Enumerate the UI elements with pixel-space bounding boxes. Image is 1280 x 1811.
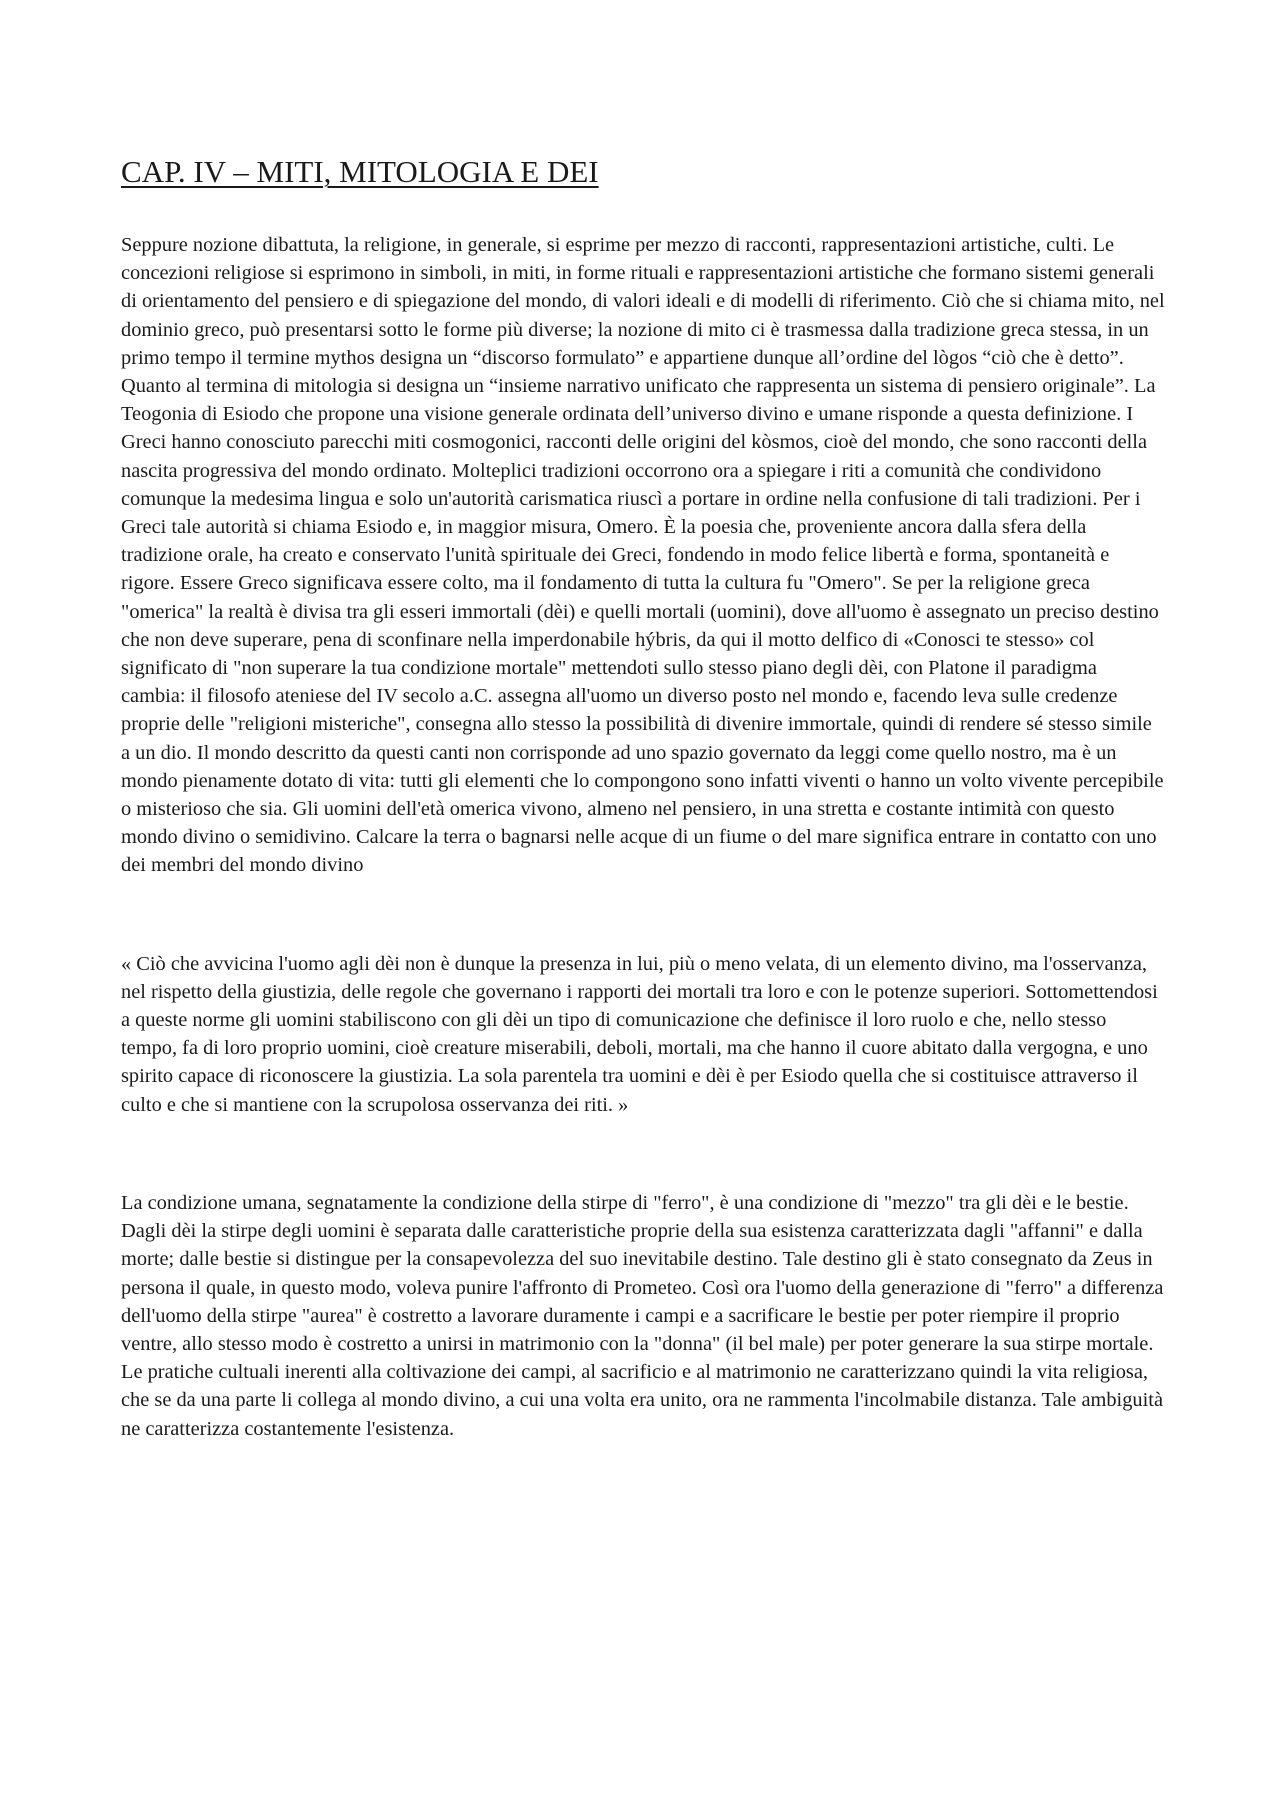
paragraph-intro: Seppure nozione dibattuta, la religione, in generale, si esprime per mezzo di racconti, rappresentazioni artistiche, culti. Le concezioni religiose si esprimono in simboli, in miti, in forme rituali e rappresentazioni artistiche che formano sistemi generali di orientamento del pensiero e di spiegazione del mondo, di valori ideali e di modelli di riferimento. Ciò che si chiama mito, nel dominio greco, può presentarsi sotto le forme più diverse; la nozione di mito ci è trasmessa dalla tradizione greca stessa, in un primo tempo il termine mythos designa un “discorso formulato” e appartiene dunque all’ordine del lògos “ciò che è detto”. Quanto al termina di mitologia si designa un “insieme narrativo unificato che rappresenta un sistema di pensiero originale”. La Teogonia di Esiodo che propone una visione generale ordinata dell’universo divino e umane risponde a questa definizione. I Greci hanno conosciuto parecchi miti cosmogonici, racconti delle origini del kòsmos, cioè del mondo, che sono racconti della nascita progressiva del mondo ordinato. Molteplici tradizioni occorrono ora a spiegare i riti a comunità che condividono comunque la medesima lingua e solo un'autorità carismatica riuscì a portare in ordine nella confusione di tali tradizioni. Per i Greci tale autorità si chiama Esiodo e, in maggior misura, Omero. È la poesia che, proveniente ancora dalla sfera della tradizione orale, ha creato e conservato l'unità spirituale dei Greci, fondendo in modo felice libertà e forma, spontaneità e rigore. Essere Greco significava essere colto, ma il fondamento di tutta la cultura fu "Omero". Se per la religione greca "omerica" la realtà è divisa tra gli esseri immortali (dèi) e quelli mortali (uomini), dove all'uomo è assegnato un preciso destino che non deve superare, pena di sconfinare nella imperdonabile hýbris, da qui il motto delfico di «Conosci te stesso» col significato di "non superare la tua condizione mortale" mettendoti sullo stesso piano degli dèi, con Platone il paradigma cambia: il filosofo ateniese del IV secolo a.C. assegna all'uomo un diverso posto nel mondo e, facendo leva sulle credenze proprie delle "religioni misteriche", consegna allo stesso la possibilità di divenire immortale, quindi di rendere sé stesso simile a un dio. Il mondo descritto da questi canti non corrisponde ad uno spazio governato da leggi come quello nostro, ma è un mondo pienamente dotato di vita: tutti gli elementi che lo compongono sono infatti viventi o hanno un volto vivente percepibile o misterioso che sia. Gli uomini dell'età omerica vivono, almeno nel pensiero, in una stretta e costante intimità con questo mondo divino o semidivino. Calcare la terra o bagnarsi nelle acque di un fiume o del mare significa entrare in contatto con uno dei membri del mondo divino xyxy=(121,234,1165,877)
document-body xyxy=(121,150,1165,1443)
paragraph-human-condition: La condizione umana, segnatamente la condizione della stirpe di "ferro", è una condizione di "mezzo" tra gli dèi e le bestie. Dagli dèi la stirpe degli uomini è separata dalle caratteristiche proprie della sua esistenza caratterizzata dagli "affanni" e dalla morte; dalle bestie si distingue per la consapevolezza del suo inevitabile destino. Tale destino gli è stato consegnato da Zeus in persona il quale, in questo modo, voleva punire l'affronto di Prometeo. Così ora l'uomo della generazione di "ferro" a differenza dell'uomo della stirpe "aurea" è costretto a lavorare duramente i campi e a sacrificare le bestie per poter riempire il proprio ventre, allo stesso modo è costretto a unirsi in matrimonio con la "donna" (il bel male) per poter generare la sua stirpe mortale. Le pratiche cultuali inerenti alla coltivazione dei campi, al sacrificio e al matrimonio ne caratterizzano quindi la vita religiosa, che se da una parte li collega al mondo divino, a cui una volta era unito, ora ne rammenta l'incolmabile distanza. Tale ambiguità ne caratterizza costantemente l'esistenza. xyxy=(121,1191,1164,1440)
chapter-title: CAP. IV – MITI, MITOLOGIA E DEI xyxy=(121,154,599,189)
paragraph-quote: « Ciò che avvicina l'uomo agli dèi non è dunque la presenza in lui, più o meno velata, di un elemento divino, ma l'osservanza, nel rispetto della giustizia, delle regole che governano i rapporti dei mortali tra loro e con le potenze superiori. Sottomettendosi a queste norme gli uomini stabiliscono con gli dèi un tipo di comunicazione che definisce il loro ruolo e che, nello stesso tempo, fa di loro proprio uomini, cioè creature miserabili, deboli, mortali, ma che hanno il cuore abitato dalla vergogna, e uno spirito capace di riconoscere la giustizia. La sola parentela tra uomini e dèi è per Esiodo quella che si costituisce attraverso il culto e che si mantiene con la scrupolosa osservanza dei riti. » xyxy=(121,952,1158,1116)
